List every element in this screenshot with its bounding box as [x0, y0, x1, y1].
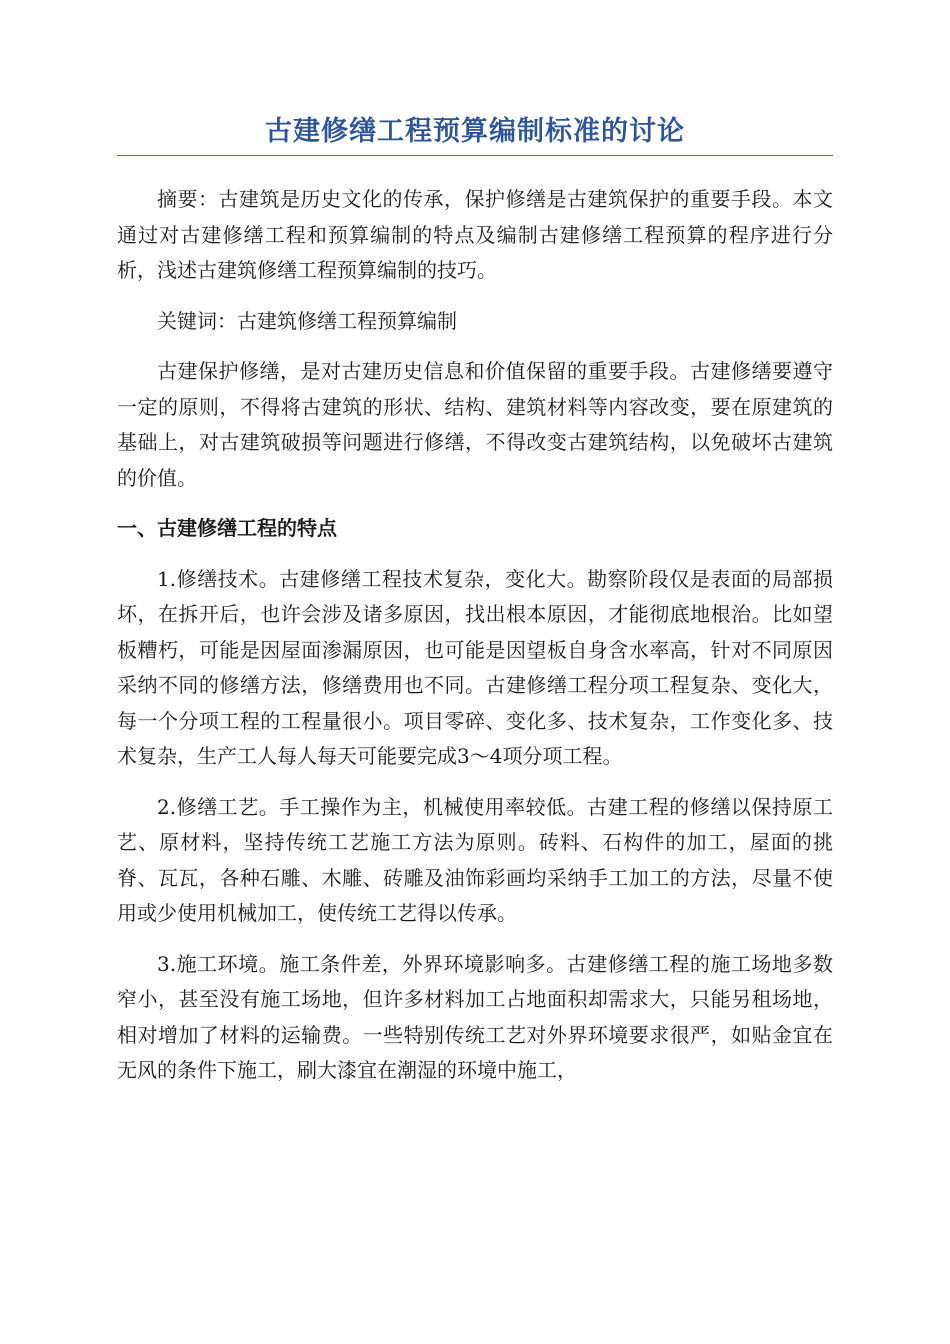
keywords-paragraph: 关键词：古建筑修缮工程预算编制: [157, 308, 457, 333]
title-underline: [117, 155, 833, 156]
document-title: 古建修缮工程预算编制标准的讨论: [265, 116, 685, 147]
document-page: [117, 112, 833, 1104]
section-heading-1: 一、古建修缮工程的特点: [117, 516, 337, 540]
intro-paragraph: 古建保护修缮，是对古建历史信息和价值保留的重要手段。古建修缮要遵守一定的原则，不得将古建筑的形状、结构、建筑材料等内容改变，要在原建筑的基础上，对古建筑破损等问题进行修缮，不得改变古建筑结构，以免破坏古建筑的价值。: [117, 359, 833, 490]
abstract-paragraph: 摘要：古建筑是历史文化的传承，保护修缮是古建筑保护的重要手段。本文通过对古建修缮工程和预算编制的特点及编制古建修缮工程预算的程序进行分析，浅述古建筑修缮工程预算编制的技巧。: [117, 187, 833, 282]
point-3-paragraph: 3.施工环境。施工条件差，外界环境影响多。古建修缮工程的施工场地多数窄小，甚至没有施工场地，但许多材料加工占地面积却需求大，只能另租场地，相对增加了材料的运输费。一些特别传统工艺对外界环境要求很严，如贴金宜在无风的条件下施工，刷大漆宜在潮湿的环境中施工，: [117, 951, 833, 1082]
point-1-paragraph: 1.修缮技术。古建修缮工程技术复杂，变化大。勘察阶段仅是表面的局部损坏，在拆开后，也许会涉及诸多原因，找出根本原因，才能彻底地根治。比如望板糟朽，可能是因屋面渗漏原因，也可能是因望板自身含水率高，针对不同原因采纳不同的修缮方法，修缮费用也不同。古建修缮工程分项工程复杂、变化大，每一个分项工程的工程量很小。项目零碎、变化多、技术复杂，工作变化多、技术复杂，生产工人每人每天可能要完成3～4项分项工程。: [117, 566, 833, 768]
point-2-paragraph: 2.修缮工艺。手工操作为主，机械使用率较低。古建工程的修缮以保持原工艺、原材料，坚持传统工艺施工方法为原则。砖料、石构件的加工，屋面的挑脊、瓦瓦，各种石雕、木雕、砖雕及油饰彩画均采纳手工加工的方法，尽量不使用或少使用机械加工，使传统工艺得以传承。: [117, 794, 833, 925]
